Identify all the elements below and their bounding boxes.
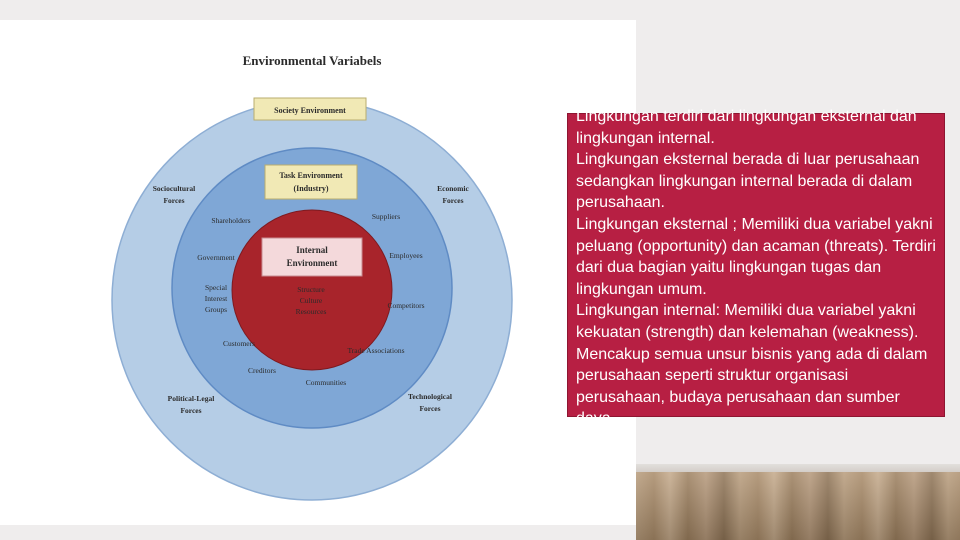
explanation-text-body <box>576 106 938 430</box>
society-force-technological-line2: Forces <box>419 404 441 413</box>
society-force-economic-line1: Economic <box>437 184 469 193</box>
society-force-technological-line1: Technological <box>408 392 452 401</box>
wooden-floor-background <box>636 472 960 540</box>
task-force-competitors: Competitors <box>387 301 425 310</box>
paragraph-environment-definition: Lingkungan terdiri dari lingkungan eksternal dan lingkungan internal. <box>576 108 917 147</box>
paragraph-external-environment: Lingkungan eksternal ; Memiliki dua variabel yakni peluang (opportunity) dan acaman (threats). Terdiri dari dua bagian yaitu lingkungan tugas dan lingkungan umum. <box>576 215 936 298</box>
internal-label-box <box>262 238 362 276</box>
society-force-sociocultural-line2: Forces <box>163 196 185 205</box>
internal-label-line1: Internal <box>296 245 328 255</box>
environment-diagram <box>0 20 636 525</box>
diagram-title: Environmental Variabels <box>242 53 382 68</box>
core-item-resources: Resources <box>295 307 327 316</box>
explanation-text-panel <box>567 108 945 428</box>
task-force-government: Government <box>197 253 235 262</box>
core-item-structure: Structure <box>297 285 325 294</box>
paragraph-external-internal-location: Lingkungan eksternal berada di luar perusahaan sedangkan lingkungan internal berada di dalam perusahaan. <box>576 151 920 212</box>
task-force-employees: Employees <box>389 251 423 260</box>
core-item-culture: Culture <box>299 296 323 305</box>
task-force-customers: Customers <box>222 339 256 348</box>
task-force-communities: Communities <box>305 378 347 387</box>
internal-label-line2: Environment <box>286 258 338 268</box>
task-force-special-line1: Special <box>204 283 228 292</box>
society-label: Society Environment <box>274 106 346 115</box>
task-label-line1: Task Environment <box>279 171 343 180</box>
task-force-special-line2: Interest <box>204 294 228 303</box>
task-force-trade-associations: Trade Associations <box>347 346 405 355</box>
society-force-economic-line2: Forces <box>442 196 464 205</box>
society-force-political-line1: Political-Legal <box>167 394 215 403</box>
society-force-sociocultural-line1: Sociocultural <box>152 184 196 193</box>
task-label-line2: (Industry) <box>293 184 329 193</box>
task-force-creditors: Creditors <box>248 366 276 375</box>
task-force-special-line3: Groups <box>204 305 228 314</box>
paragraph-internal-environment: Lingkungan internal: Memiliki dua variabel yakni kekuatan (strength) dan kelemahan (weakness). Mencakup semua unsur bisnis yang ada di dalam perusahaan seperti struktur organisasi perusahaan, budaya perusahaan dan sumber daya. <box>576 302 928 428</box>
task-force-shareholders: Shareholders <box>211 216 251 225</box>
task-force-suppliers: Suppliers <box>371 212 401 221</box>
society-force-political-line2: Forces <box>180 406 202 415</box>
environment-diagram-card <box>0 20 636 525</box>
